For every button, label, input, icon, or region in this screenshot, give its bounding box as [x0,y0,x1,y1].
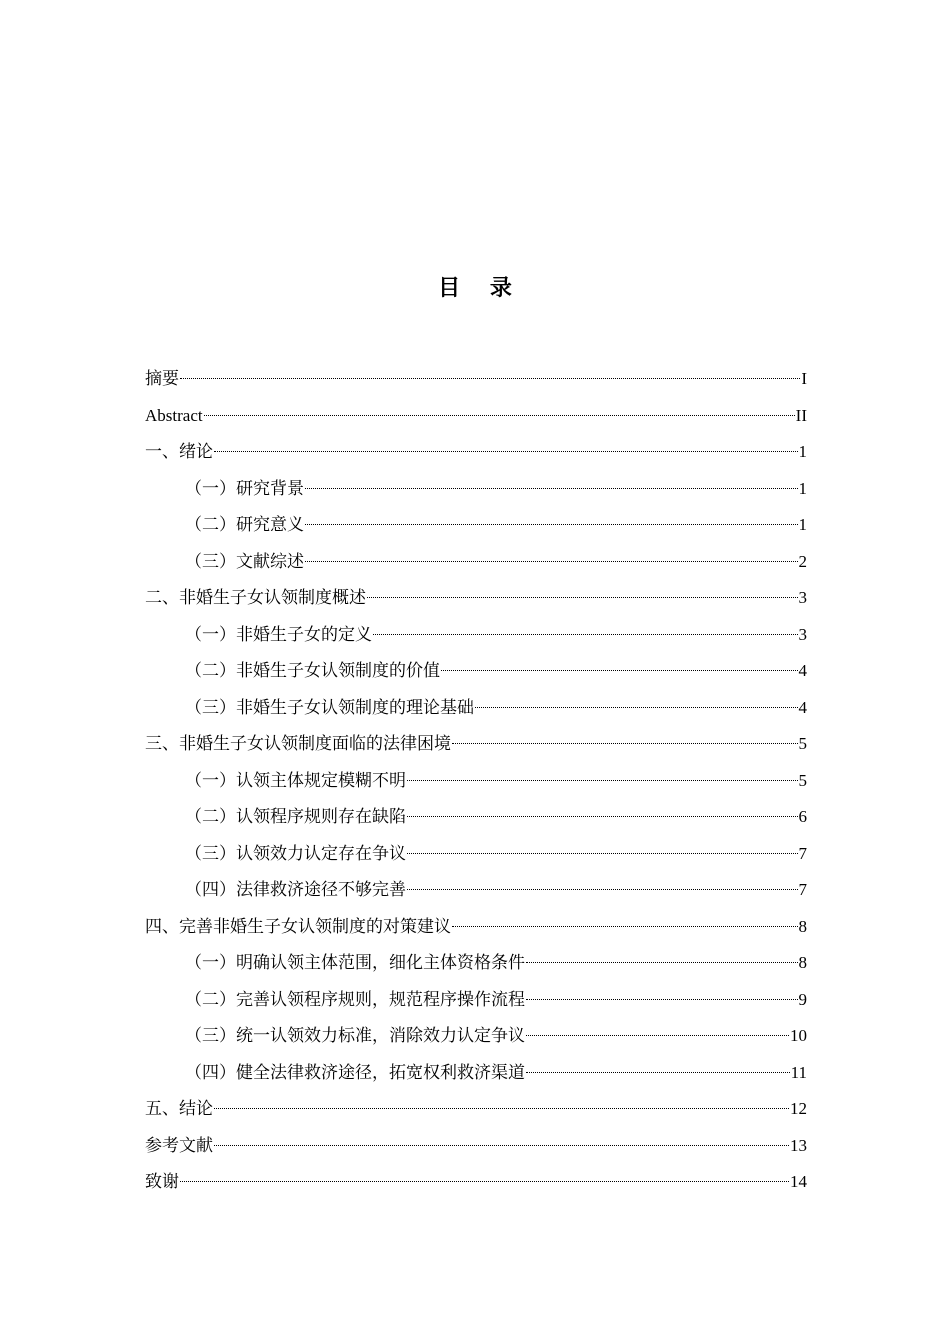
toc-entry-label: 三、非婚生子女认领制度面临的法律困境 [145,734,451,754]
toc-entry-label: 四、完善非婚生子女认领制度的对策建议 [145,916,451,937]
toc-entry-label: 参考文献 [145,1135,213,1156]
toc-entry[interactable] [145,434,807,471]
toc-entry-page: 8 [798,953,807,972]
toc-entry-page: 5 [798,770,807,790]
toc-entry-label: （三）认领效力认定存在争议 [185,843,406,864]
table-of-contents [145,361,807,1201]
toc-entry-label: （一）非婚生子女的定义 [185,624,372,645]
toc-dot-leader [526,962,798,963]
toc-entry[interactable] [145,617,807,654]
toc-entry-page: 8 [798,916,807,936]
page-title: 目 录 [438,276,523,301]
toc-entry-page: 13 [790,1135,807,1155]
toc-entry-label: （二）认领程序规则存在缺陷 [185,807,406,827]
toc-entry[interactable] [145,1164,807,1201]
toc-dot-leader [475,707,798,708]
toc-entry-label: （一）认领主体规定模糊不明 [185,770,406,791]
toc-entry[interactable] [145,507,807,544]
toc-entry-label: （二）非婚生子女认领制度的价值 [185,661,440,681]
toc-dot-leader [180,1181,789,1182]
toc-entry[interactable] [145,471,807,508]
toc-entry[interactable] [145,763,807,800]
toc-dot-leader [407,816,798,817]
toc-dot-leader [452,926,798,927]
toc-entry-page: 1 [798,478,807,498]
toc-dot-leader [407,889,798,890]
toc-dot-leader [214,1145,789,1146]
toc-dot-leader [526,1035,789,1036]
toc-entry-page: 1 [798,515,807,534]
toc-entry-page: 1 [798,442,807,461]
toc-dot-leader [452,743,798,744]
toc-entry[interactable] [145,398,807,435]
toc-entry-page: I [801,369,807,388]
toc-entry-page: 7 [798,843,807,863]
toc-entry[interactable] [145,544,807,581]
toc-entry-label: （一）明确认领主体范围，细化主体资格条件 [185,953,525,973]
toc-entry-label: 摘要 [145,369,179,389]
toc-entry-label: 致谢 [145,1172,179,1192]
toc-dot-leader [407,853,798,854]
toc-entry-label: （三）统一认领效力标准，消除效力认定争议 [185,1026,525,1046]
toc-dot-leader [180,378,800,379]
toc-entry-label: （四）法律救济途径不够完善 [185,880,406,900]
toc-entry-page: II [795,405,807,425]
toc-dot-leader [526,1072,790,1073]
toc-entry[interactable] [145,909,807,946]
toc-entry[interactable] [145,1055,807,1092]
toc-dot-leader [305,488,798,489]
toc-dot-leader [367,597,798,598]
toc-entry-label: Abstract [145,405,203,425]
toc-entry-label: （二）研究意义 [185,515,304,535]
toc-entry-page: 12 [790,1099,807,1118]
toc-entry[interactable] [145,1091,807,1128]
toc-entry-label: 二、非婚生子女认领制度概述 [145,588,366,608]
toc-entry-page: 3 [798,624,807,644]
toc-entry-label: （一）研究背景 [185,478,304,499]
toc-dot-leader [305,561,798,562]
toc-entry-page: 4 [798,661,807,680]
toc-entry-page: 2 [798,551,807,571]
toc-entry-label: 一、绪论 [145,442,213,462]
toc-entry[interactable] [145,726,807,763]
toc-dot-leader [305,524,798,525]
toc-entry-label: （三）文献综述 [185,551,304,572]
toc-entry[interactable] [145,836,807,873]
toc-entry-label: 五、结论 [145,1099,213,1119]
toc-dot-leader [214,451,798,452]
toc-dot-leader [373,634,798,635]
toc-entry[interactable] [145,799,807,836]
toc-entry-page: 11 [790,1062,807,1082]
toc-entry[interactable] [145,1018,807,1055]
toc-entry[interactable] [145,580,807,617]
toc-entry-page: 9 [798,989,807,1009]
toc-dot-leader [441,670,798,671]
toc-entry-page: 14 [790,1172,807,1191]
toc-entry-page: 4 [798,697,807,717]
toc-entry-page: 10 [790,1026,807,1045]
toc-entry[interactable] [145,982,807,1019]
toc-entry[interactable] [145,1128,807,1165]
toc-entry-page: 5 [798,734,807,753]
toc-entry[interactable] [145,872,807,909]
toc-entry-label: （三）非婚生子女认领制度的理论基础 [185,697,474,718]
toc-dot-leader [204,415,795,416]
toc-dot-leader [407,780,798,781]
toc-dot-leader [214,1108,789,1109]
toc-dot-leader [526,999,798,1000]
toc-entry[interactable] [145,361,807,398]
toc-entry-page: 6 [798,807,807,826]
toc-entry-label: （四）健全法律救济途径，拓宽权利救济渠道 [185,1062,525,1083]
toc-entry-label: （二）完善认领程序规则，规范程序操作流程 [185,989,525,1010]
toc-entry[interactable] [145,653,807,690]
toc-entry-page: 3 [798,588,807,607]
toc-entry[interactable] [145,945,807,982]
toc-entry-page: 7 [798,880,807,899]
toc-entry[interactable] [145,690,807,727]
